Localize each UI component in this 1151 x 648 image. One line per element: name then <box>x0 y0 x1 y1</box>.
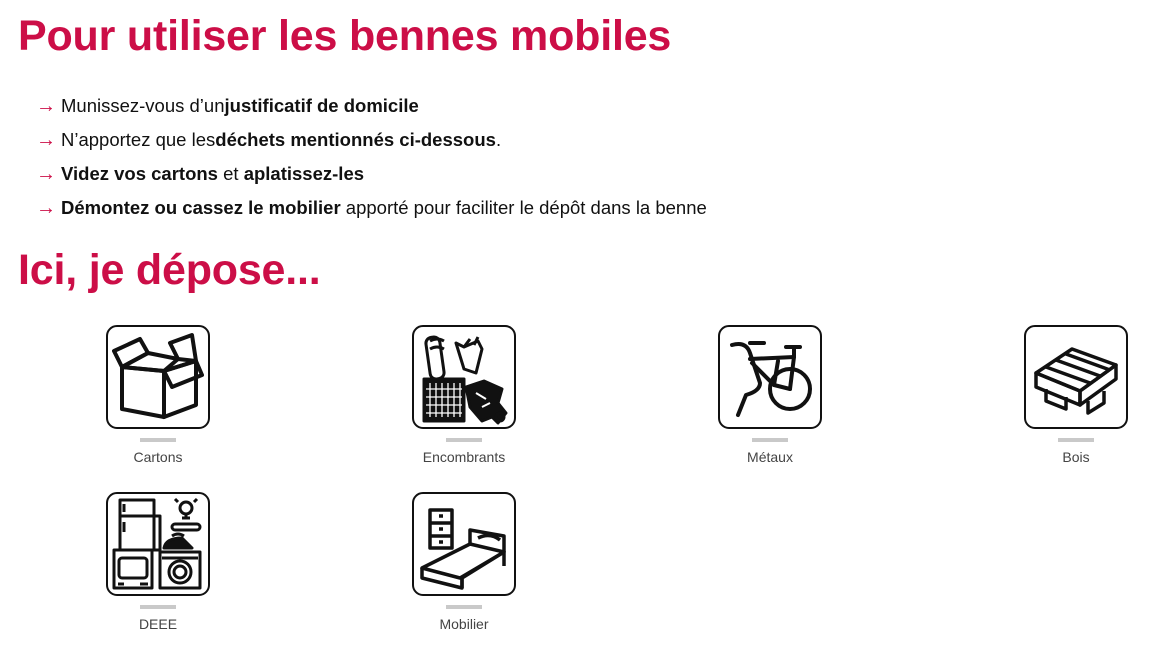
rule-item: → Videz vos cartons et aplatissez-les <box>36 162 365 185</box>
category-label: Bois <box>1062 449 1090 465</box>
arrow-right-icon: → <box>36 94 56 117</box>
category-bois[interactable] <box>1016 325 1136 465</box>
category-cartons[interactable] <box>98 325 218 465</box>
section-title: Ici, je dépose... <box>18 246 321 294</box>
rule-item: → Munissez-vous d’un justificatif de domicile <box>36 94 419 117</box>
caption-bar <box>752 438 788 442</box>
bicycle-icon <box>718 325 822 429</box>
bed-icon <box>412 492 516 596</box>
category-mobilier[interactable] <box>404 492 524 632</box>
category-label: DEEE <box>138 616 178 632</box>
caption-bar <box>446 438 482 442</box>
category-label: Mobilier <box>439 616 489 632</box>
category-deee[interactable] <box>98 492 218 632</box>
category-label: Métaux <box>747 449 793 465</box>
arrow-right-icon: → <box>36 128 56 151</box>
box-icon <box>106 325 210 429</box>
category-label: Cartons <box>133 449 183 465</box>
caption-bar <box>446 605 482 609</box>
rule-item: → N’apportez que les déchets mentionnés ci-dessous . <box>36 128 502 151</box>
rules-list <box>36 89 707 225</box>
bulky-waste-icon <box>412 325 516 429</box>
category-metaux[interactable] <box>710 325 830 465</box>
pallet-icon <box>1024 325 1128 429</box>
caption-bar <box>1058 438 1094 442</box>
rule-item: → Démontez ou cassez le mobilier apporté pour faciliter le dépôt dans la benne <box>36 196 707 219</box>
appliances-icon <box>106 492 210 596</box>
page-title: Pour utiliser les bennes mobiles <box>18 12 672 60</box>
caption-bar <box>140 438 176 442</box>
arrow-right-icon: → <box>36 196 56 219</box>
category-encombrants[interactable] <box>404 325 524 465</box>
caption-bar <box>140 605 176 609</box>
category-label: Encombrants <box>422 449 506 465</box>
arrow-right-icon: → <box>36 162 56 185</box>
